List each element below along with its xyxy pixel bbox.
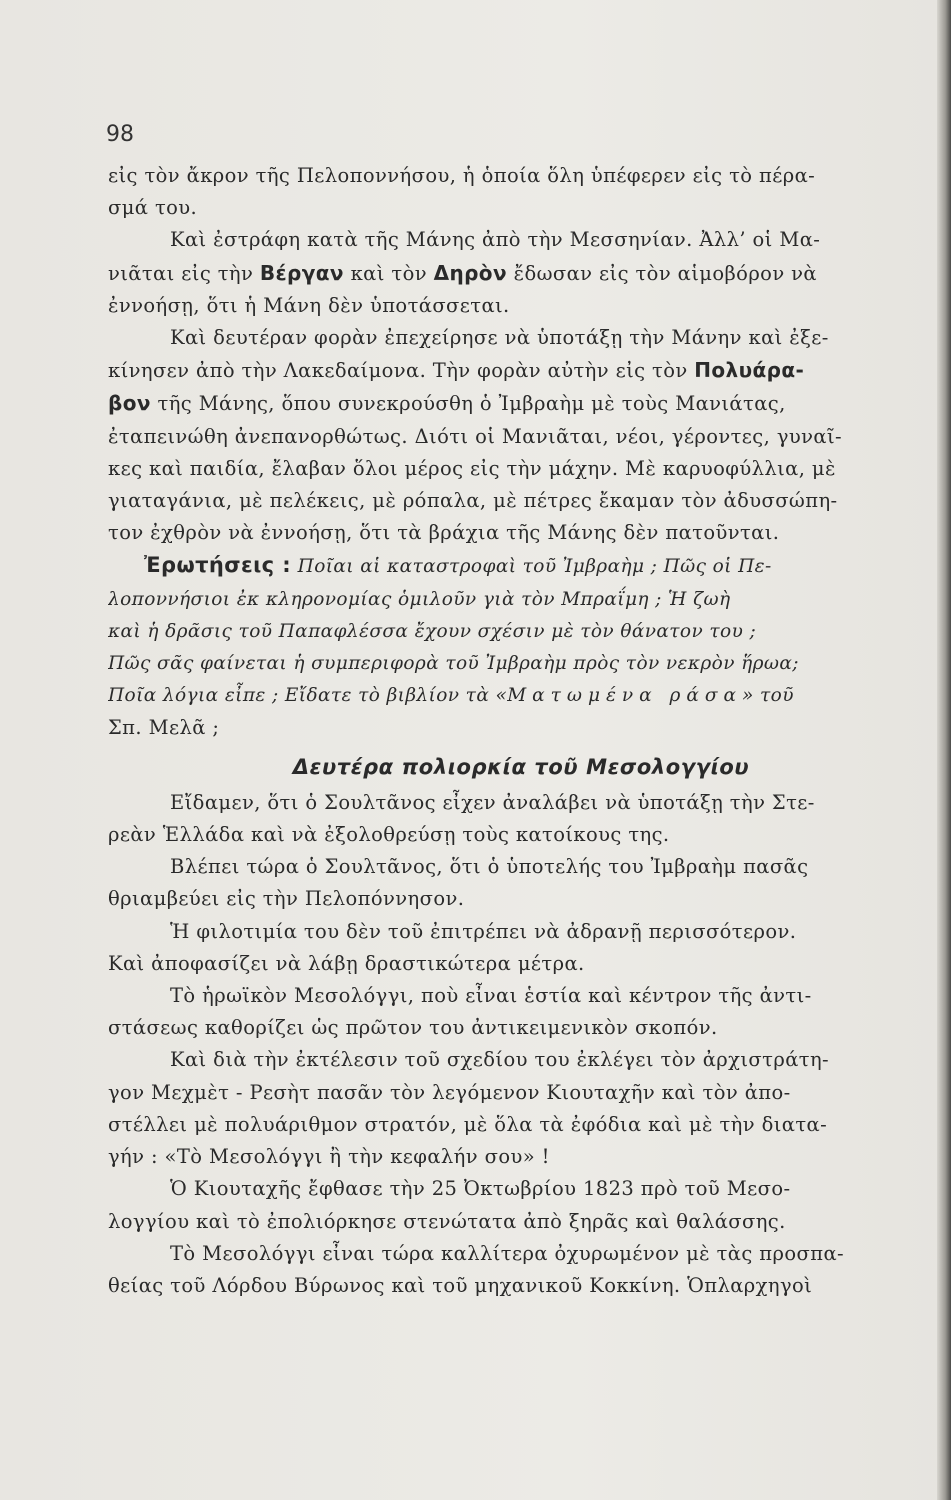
paragraph-1-line-2: σμά του.: [108, 196, 198, 220]
paragraph-3-text: κίνησεν ἀπὸ τὴν Λακεδαίμονα. Τὴν φορὰν αὐτὴν εἰς τὸν: [108, 359, 688, 383]
paragraph-8-line-3: στέλλει μὲ πολυάριθμον στρατόν, μὲ ὅλα τὰ ἐφόδια καὶ μὲ τὴν διατα-: [108, 1112, 828, 1136]
paragraph-8-line-4: γήν : «Τὸ Μεσολόγγι ἢ τὴν κεφαλήν σου» !: [108, 1145, 550, 1169]
paragraph-3-line-5: κες καὶ παιδία, ἔλαβαν ὅλοι μέρος εἰς τὴν μάχην. Μὲ καρυοφύλλια, μὲ: [108, 456, 836, 480]
questions-line-1: [108, 549, 934, 583]
paragraph-5-line-1: Βλέπει τώρα ὁ Σουλτᾶνος, ὅτι ὁ ὑποτελής του Ἰμβραὴμ πασᾶς: [170, 855, 809, 879]
paragraph-10-line-1: Τὸ Μεσολόγγι εἶναι τώρα καλλίτερα ὀχυρωμένον μὲ τὰς προσπα-: [170, 1241, 845, 1265]
paragraph-3-line-4: ἐταπεινώθη ἀνεπανορθώτως. Διότι οἱ Μανιᾶται, νέοι, γέροντες, γυναῖ-: [108, 424, 842, 448]
paragraph-2-line-3: ἐννοήσῃ, ὅτι ἡ Μάνη δὲν ὑποτάσσεται.: [108, 293, 510, 317]
paragraph-8-line-2: γον Μεχμὲτ - Ρεσὴτ πασᾶν τὸν λεγόμενον Κιουταχῆν καὶ τὸν ἀπο-: [108, 1080, 791, 1104]
paragraph-10-line-2: θείας τοῦ Λόρδου Βύρωνος καὶ τοῦ μηχανικοῦ Κοκκίνη. Ὁπλαρχηγοὶ: [108, 1273, 813, 1297]
paragraph-4-line-2: ρεὰν Ἑλλάδα καὶ νὰ ἐξολοθρεύσῃ τοὺς κατοίκους της.: [108, 823, 670, 847]
paragraph-3-line-1: Καὶ δευτέραν φορὰν ἐπεχείρησε νὰ ὑποτάξῃ τὴν Μάνην καὶ ἐξε-: [170, 326, 829, 350]
paragraph-7-line-2: στάσεως καθορίζει ὡς πρῶτον του ἀντικειμενικὸν σκοπόν.: [108, 1016, 718, 1040]
paragraph-2-line-2: [108, 257, 934, 290]
paragraph-2-text: ἔδωσαν εἰς τὸν αἱμοβόρον νὰ: [513, 261, 817, 285]
question-text: » τοῦ: [742, 685, 794, 707]
paragraph-2-text: καὶ τὸν: [350, 261, 427, 285]
paragraph-9-line-1: Ὁ Κιουταχῆς ἔφθασε τὴν 25 Ὀκτωβρίου 1823 πρὸ τοῦ Μεσο-: [170, 1177, 791, 1201]
questions-label: Ἐρωτήσεις :: [144, 553, 292, 578]
page-edge-shadow: [937, 0, 951, 1500]
body-text: [108, 160, 934, 1302]
questions-line-5: [108, 680, 934, 712]
paragraph-6-line-1: Ἡ φιλοτιμία του δὲν τοῦ ἐπιτρέπει νὰ ἀδρανῇ περισσότερον.: [170, 919, 797, 943]
paragraph-7-line-1: Τὸ ἡρωϊκὸν Μεσολόγγι, ποὺ εἶναι ἑστία καὶ κέντρον τῆς ἀντι-: [170, 984, 812, 1008]
paragraph-4-line-1: Εἴδαμεν, ὅτι ὁ Σουλτᾶνος εἶχεν ἀναλάβει νὰ ὑποτάξῃ τὴν Στε-: [170, 790, 815, 814]
book-title: Ματωμένα ράσα: [507, 685, 743, 707]
section-heading: Δευτέρα πολιορκία τοῦ Μεσολογγίου: [292, 754, 750, 779]
place-name-vergas: Βέργαν: [259, 260, 344, 285]
page-number: 98: [106, 122, 134, 147]
paragraph-3-line-7: τον ἐχθρὸν νὰ ἐννοήσῃ, ὅτι τὰ βράχια τῆς Μάνης δὲν πατοῦνται.: [108, 521, 780, 545]
paragraph-1-line-1: εἰς τὸν ἄκρον τῆς Πελοποννήσου, ἡ ὁποία ὅλη ὑπέφερεν εἰς τὸ πέρα-: [108, 164, 816, 187]
place-name-polyaravos-end: βον: [108, 391, 151, 416]
paragraph-3-text: τῆς Μάνης, ὅπου συνεκρούσθη ὁ Ἰμβραὴμ μὲ τοὺς Μανιάτας,: [157, 392, 786, 416]
questions-line-3: καὶ ἡ δρᾶσις τοῦ Παπαφλέσσα ἔχουν σχέσιν μὲ τὸν θάνατον του ;: [108, 620, 757, 642]
question-text: Ποῖαι αἱ καταστροφαὶ τοῦ Ἰμβραὴμ ; Πῶς οἱ Πε-: [297, 556, 772, 578]
paragraph-3-line-2: [108, 354, 934, 387]
questions-line-4: Πῶς σᾶς φαίνεται ἡ συμπεριφορὰ τοῦ Ἰμβραὴμ πρὸς τὸν νεκρὸν ἥρωα;: [108, 653, 799, 675]
place-name-polyaravos: Πολυάρα-: [694, 358, 805, 383]
paragraph-5-line-2: θριαμβεύει εἰς τὴν Πελοπόννησον.: [108, 887, 465, 911]
questions-line-6: Σπ. Μελᾶ ;: [108, 716, 220, 740]
paragraph-3-line-3: [108, 387, 934, 420]
paragraph-9-line-2: λογγίου καὶ τὸ ἐπολιόρκησε στενώτατα ἀπὸ ξηρᾶς καὶ θαλάσσης.: [108, 1209, 786, 1233]
paragraph-8-line-1: Καὶ διὰ τὴν ἐκτέλεσιν τοῦ σχεδίου του ἐκλέγει τὸν ἀρχιστράτη-: [170, 1048, 830, 1072]
paragraph-2-text: νιᾶται εἰς τὴν: [108, 261, 254, 285]
paragraph-3-line-6: γιαταγάνια, μὲ πελέκεις, μὲ ρόπαλα, μὲ πέτρες ἔκαμαν τὸν ἀδυσσώπη-: [108, 489, 838, 513]
questions-line-2: λοποννήσιοι ἐκ κληρονομίας ὁμιλοῦν γιὰ τὸν Μπραΐμη ; Ἡ ζωὴ: [108, 588, 731, 610]
paragraph-6-line-2: Καὶ ἀποφασίζει νὰ λάβῃ δραστικώτερα μέτρα.: [108, 951, 585, 975]
place-name-diros: Δηρὸν: [433, 260, 507, 285]
paragraph-2-line-1: Καὶ ἐστράφη κατὰ τῆς Μάνης ἀπὸ τὴν Μεσσηνίαν. Ἀλλ’ οἱ Μα-: [170, 228, 821, 252]
question-text: Ποῖα λόγια εἶπε ; Εἴδατε τὸ βιβλίον τὰ «: [108, 685, 508, 707]
